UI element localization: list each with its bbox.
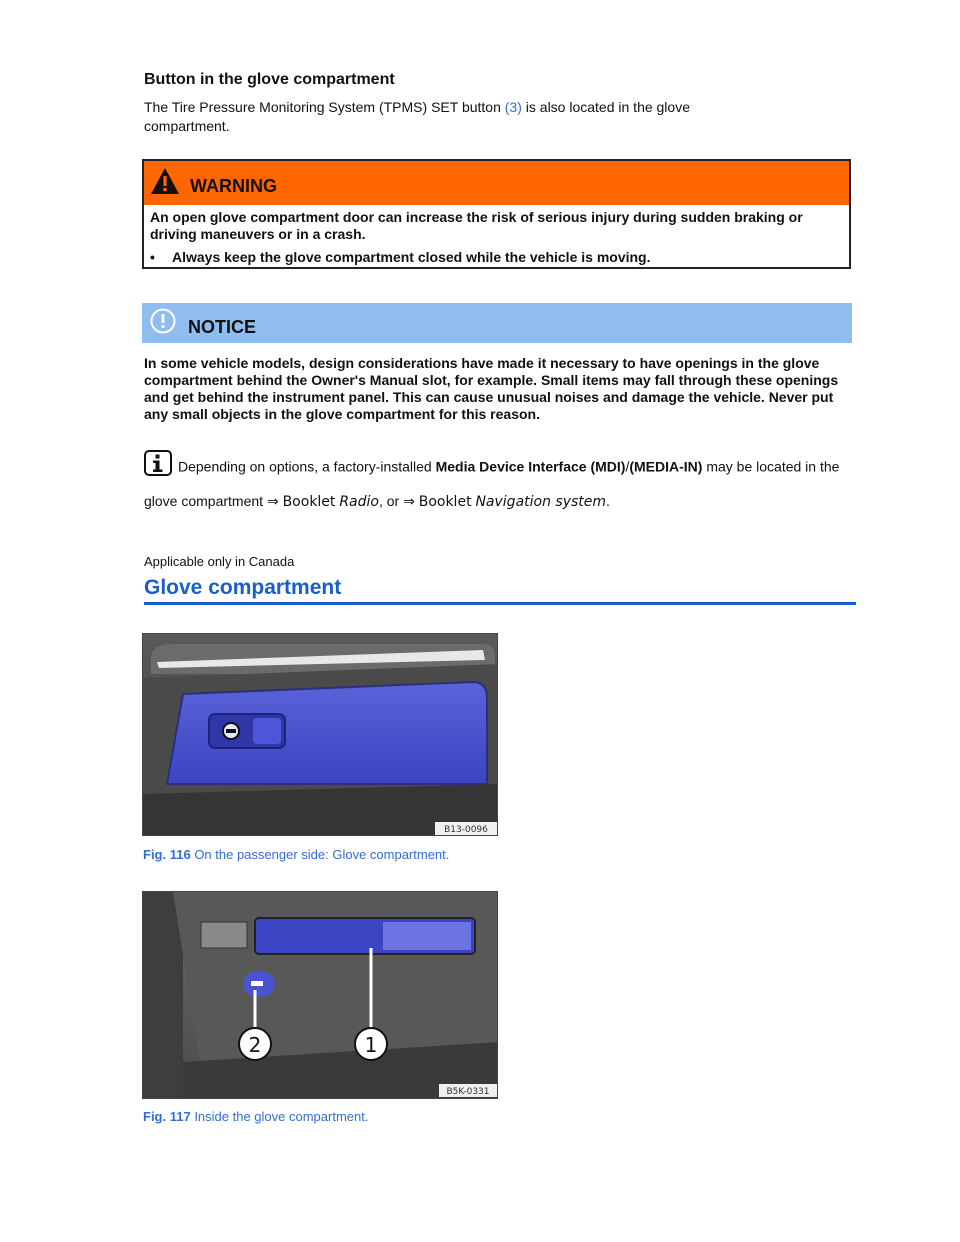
button-section-paragraph xyxy=(144,98,834,136)
booklet-radio-link[interactable]: Booklet xyxy=(282,494,336,510)
info-icon xyxy=(144,450,172,486)
figure-117-code: B5K-0331 xyxy=(446,1087,490,1097)
figure-116-caption-text: On the passenger side: Glove compartment. xyxy=(190,847,450,862)
radio-booklet-title: Radio xyxy=(339,494,379,510)
para-text-cont: is also located in the glove xyxy=(521,99,690,115)
bullet-dot-icon: • xyxy=(150,249,155,265)
notice-body: In some vehicle models, design considerations have made it necessary to have openings in the glove compartment behind the Owner's Manual slot, for example. Small items may fall through these openings and get behind the instrument panel. This can cause unusual noises and damage the vehicle. Never put any small objects in the glove compartment for this reason. xyxy=(144,355,839,422)
arrow-icon: ⇒ xyxy=(266,494,279,510)
section-title: Glove compartment xyxy=(144,576,342,599)
callout-1: 1 xyxy=(364,1033,378,1057)
warning-header xyxy=(144,161,849,205)
info-note xyxy=(144,450,844,517)
exclamation-circle-icon xyxy=(150,308,176,339)
figure-116-image xyxy=(142,633,498,836)
section-divider xyxy=(144,602,856,605)
period: . xyxy=(606,493,610,509)
info-text-cont: may be located in the glove compartment xyxy=(144,458,840,509)
applicability-note: Applicable only in Canada xyxy=(144,554,295,569)
figure-117-caption xyxy=(143,1109,368,1124)
figure-117-caption-text: Inside the glove compartment. xyxy=(190,1109,369,1124)
warning-bullet-text: Always keep the glove compartment closed while the vehicle is moving. xyxy=(172,249,651,265)
figure-116-caption xyxy=(143,847,449,862)
warning-text: An open glove compartment door can increase the risk of serious injury during sudden braking or driving maneuvers or in a crash. xyxy=(150,209,803,242)
warning-bullet-item xyxy=(150,249,841,266)
warning-triangle-icon xyxy=(150,167,180,200)
or-text: , or xyxy=(378,493,404,509)
media-in-bold-text: (MEDIA-IN) xyxy=(629,458,703,475)
notice-header xyxy=(142,303,852,343)
mdi-bold-text: Media Device Interface (MDI) xyxy=(435,458,626,475)
warning-title: WARNING xyxy=(190,175,277,196)
warning-body xyxy=(144,205,849,266)
figure-116-code: B13-0096 xyxy=(444,825,488,835)
slash: / xyxy=(625,458,630,475)
figure-116-number: Fig. 116 xyxy=(143,847,191,862)
tpms-button-reference-link[interactable]: (3) xyxy=(504,99,522,115)
para-text-line2: compartment. xyxy=(144,118,230,134)
callout-2: 2 xyxy=(248,1033,262,1057)
button-section-heading: Button in the glove compartment xyxy=(144,71,395,88)
info-text: Depending on options, a factory-installed xyxy=(178,458,436,475)
warning-box xyxy=(142,159,851,269)
para-text: The Tire Pressure Monitoring System (TPMS) SET button xyxy=(144,99,505,115)
booklet-navigation-link[interactable]: Booklet xyxy=(418,494,472,510)
figure-117-number: Fig. 117 xyxy=(143,1109,191,1124)
navigation-booklet-title: Navigation system xyxy=(475,494,607,510)
arrow-icon-2: ⇒ xyxy=(403,494,415,510)
figure-117-image xyxy=(142,891,498,1099)
notice-title: NOTICE xyxy=(188,316,257,337)
